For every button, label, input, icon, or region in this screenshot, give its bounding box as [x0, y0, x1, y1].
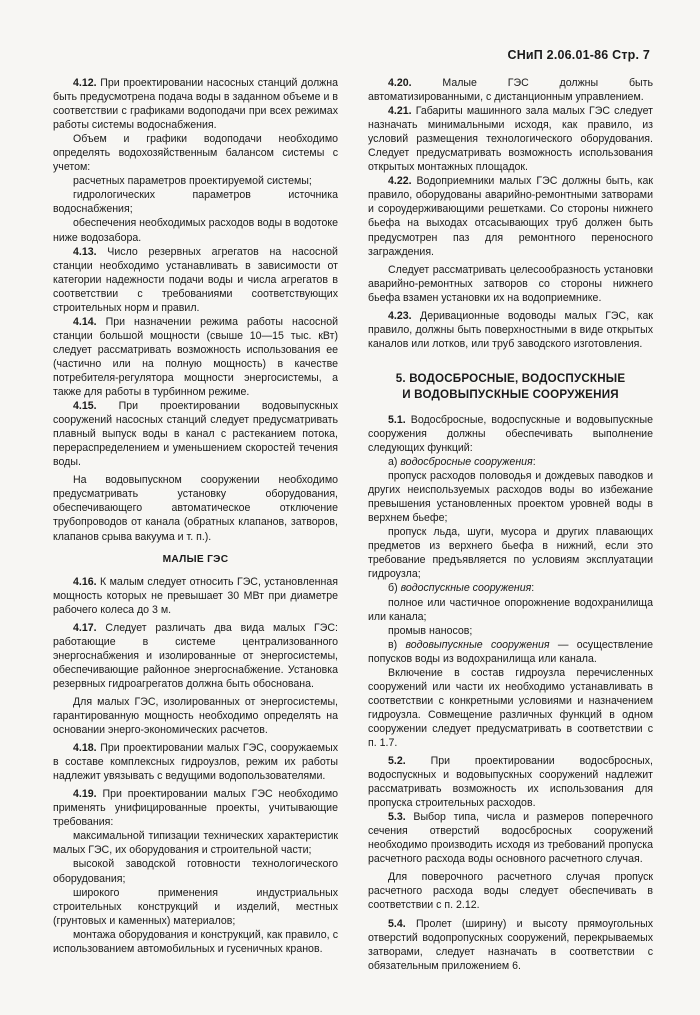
- term: водовыпускные сооружения: [405, 638, 550, 651]
- paragraph-4-16: 4.16. К малым следует относить ГЭС, установленная мощность которых не превышает 30 МВт при диаметре рабочего колеса до 3 м.: [53, 575, 338, 616]
- clause-number: 4.14.: [73, 315, 97, 328]
- clause-number: 4.13.: [73, 245, 97, 258]
- list-item: широкого применения индустриальных строительных конструкций и изделий, местных (грунтовых и каменных) материалов;: [53, 886, 338, 927]
- clause-number: 4.17.: [73, 621, 97, 634]
- paragraph-4-12: 4.12. При проектировании насосных станций должна быть предусмотрена подача воды в заданном объеме и в соответствии с графиками водоподачи при всех режимах работы системы водоснабжения.: [53, 77, 338, 132]
- clause-number: 5.3.: [388, 811, 406, 824]
- paragraph-4-19: 4.19. При проектировании малых ГЭС необходимо применять унифицированные проекты, учитывающие требования:: [53, 788, 338, 829]
- paragraph-4-23: 4.23. Деривационные водоводы малых ГЭС, как правило, должны быть поверхностными в виде открытых каналов или лотков, или труб заводского изготовления.: [368, 309, 653, 350]
- list-item: полное или частичное опорожнение водохранилища или канала;: [368, 596, 653, 623]
- section-heading: [368, 371, 653, 403]
- paragraph-4-22: 4.22. Водоприемники малых ГЭС должны быть, как правило, оборудованы аварийно-ремонтными затворами и сороудерживающими решетками. Со стороны нижнего бьефа на выходах отсасывающих труб должен быть предусмотрен паз для ремонтного переносного заграждения.: [368, 175, 653, 258]
- clause-number: 4.16.: [73, 575, 97, 588]
- paragraph-4-20: 4.20. Малые ГЭС должны быть автоматизированными, с дистанционным управлением.: [368, 77, 653, 104]
- clause-number: 4.18.: [73, 742, 97, 755]
- function-a: а) водосбросные сооружения:: [388, 456, 536, 469]
- function-c: в) водовыпускные сооружения — осуществление попусков воды из водохранилища или канала.: [368, 638, 653, 665]
- list-item: гидрологических параметров источника водоснабжения;: [53, 189, 338, 216]
- list-item: пропуск расходов половодья и дождевых паводков и других неиспользуемых расходов воды во избежание превышения установленных проектом уровней воды в верхнем бьефе;: [368, 470, 653, 525]
- list-item: промыв наносов;: [388, 624, 473, 637]
- paragraph: Включение в состав гидроузла перечисленных сооружений или части их необходимо устанавливать в соответствии с конкретными условиями и назначением гидроузла. Совмещение различных функций в одном сооружении следует предусматривать в соответствии с п. 1.7.: [368, 666, 653, 749]
- list-item: пропуск льда, шуги, мусора и других плавающих предметов из верхнего бьефа в нижний, если это требование предъявляется по условиям эксплуатации гидроузла;: [368, 526, 653, 581]
- paragraph: Для малых ГЭС, изолированных от энергосистемы, гарантированную мощность необходимо определять на основании энерго-экономических расчетов.: [53, 695, 338, 737]
- list-item: монтажа оборудования и конструкций, как правило, с использованием автомобильных и гусеничных кранов.: [53, 928, 338, 955]
- paragraph-5-4: 5.4. Пролет (ширину) и высоту прямоугольных отверстий водопропускных сооружений, перекрываемых затворами, следует назначать в соответствии с обязательным приложением 6.: [368, 917, 653, 972]
- paragraph-4-14: 4.14. При назначении режима работы насосной станции большой мощности (свыше 10—15 тыс. кВт) следует рассматривать возможность использования ее (частично или на полную мощность) в качестве потребителя-регулятора мощности энергосистемы, а также для работы в турбинном режиме.: [53, 315, 339, 399]
- clause-number: 4.19.: [73, 788, 97, 801]
- paragraph-4-17: 4.17. Следует различать два вида малых ГЭС: работающие в системе централизованного энергоснабжения и изолированные от энергосистемы, обеспечивающие районное энергоснабжение. Установка резервных гидроагрегатов должна быть обоснована.: [53, 621, 338, 690]
- clause-number: 5.4.: [388, 917, 406, 930]
- list-item: обеспечения необходимых расходов воды в водотоке ниже водозабора.: [53, 217, 338, 244]
- list-item: максимальной типизации технических характеристик малых ГЭС, их оборудования и строительной части;: [53, 830, 338, 857]
- list-item: высокой заводской готовности технологического оборудования;: [53, 858, 338, 885]
- subsection-heading: МАЛЫЕ ГЭС: [162, 553, 229, 565]
- term: водоспускные сооружения: [400, 582, 532, 595]
- clause-number: 4.23.: [388, 309, 412, 322]
- clause-number: 4.12.: [73, 77, 97, 89]
- paragraph: Объем и графики водоподачи необходимо определять водохозяйственным балансом системы с учетом:: [53, 133, 338, 174]
- list-item: расчетных параметров проектируемой системы;: [73, 175, 312, 188]
- paragraph: Следует рассматривать целесообразность установки аварийно-ремонтных затворов со стороны нижнего бьефа взамен установки их на водоприемнике.: [368, 263, 653, 304]
- function-b: б) водоспускные сооружения:: [388, 582, 535, 595]
- paragraph-5-3: 5.3. Выбор типа, числа и размеров поперечного сечения отверстий водосбросных сооружений необходимо производить исходя из требований пропуска расчетного расхода воды основного расчетного случая.: [368, 811, 653, 866]
- clause-number: 4.20.: [388, 77, 412, 89]
- paragraph-4-21: 4.21. Габариты машинного зала малых ГЭС следует назначать минимальными исходя, как правило, из условий размещения технологического оборудования. Следует предусматривать возможность использования открытых монтажных площадок.: [368, 105, 653, 174]
- paragraph: Для поверочного расчетного случая пропуск расчетного расхода воды следует обеспечивать в соответствии с п. 2.12.: [368, 871, 653, 912]
- paragraph: На водовыпускном сооружении необходимо предусматривать установку оборудования, обеспечивающего автоматическое отключение трубопроводов от канала (обратных клапанов, затворов, клапанов срыва вакуума и т. п.).: [53, 474, 338, 543]
- section-heading-line-1: 5. ВОДОСБРОСНЫЕ, ВОДОСПУСКНЫЕ: [395, 371, 626, 385]
- paragraph-5-1: 5.1. Водосбросные, водоспускные и водовыпускные сооружения должны обеспечивать выполнение следующих функций:: [368, 413, 653, 454]
- section-heading-line-2: И ВОДОВЫПУСКНЫЕ СООРУЖЕНИЯ: [402, 387, 619, 401]
- clause-number: 5.1.: [388, 413, 406, 426]
- right-column: [368, 76, 653, 973]
- clause-number: 4.22.: [388, 175, 412, 188]
- clause-number: 5.2.: [388, 755, 406, 768]
- paragraph-5-2: 5.2. При проектировании водосбросных, водоспускных и водовыпускных сооружений надлежит рассматривать возможность их использования для пропуска строительных расходов.: [368, 755, 653, 810]
- left-column: [53, 76, 338, 956]
- term: водосбросные сооружения: [400, 456, 533, 469]
- clause-number: 4.21.: [388, 105, 412, 118]
- clause-number: 4.15.: [73, 400, 97, 413]
- page-header: СНиП 2.06.01-86 Стр. 7: [507, 48, 650, 62]
- paragraph-4-15: 4.15. При проектировании водовыпускных сооружений насосных станций следует предусматривать плавный выпуск воды в канал с растеканием потока, перераспределением и уменьшением скоростей течения воды.: [53, 400, 338, 469]
- paragraph-4-13: 4.13. Число резервных агрегатов на насосной станции необходимо устанавливать в зависимости от категории надежности подачи воды и числа агрегатов в соответствии с требованиями соответствующих строительных норм и правил.: [53, 245, 338, 314]
- paragraph-4-18: 4.18. При проектировании малых ГЭС, сооружаемых в составе комплексных гидроузлов, режим их работы надлежит увязывать с ведущими водопользователями.: [53, 742, 338, 783]
